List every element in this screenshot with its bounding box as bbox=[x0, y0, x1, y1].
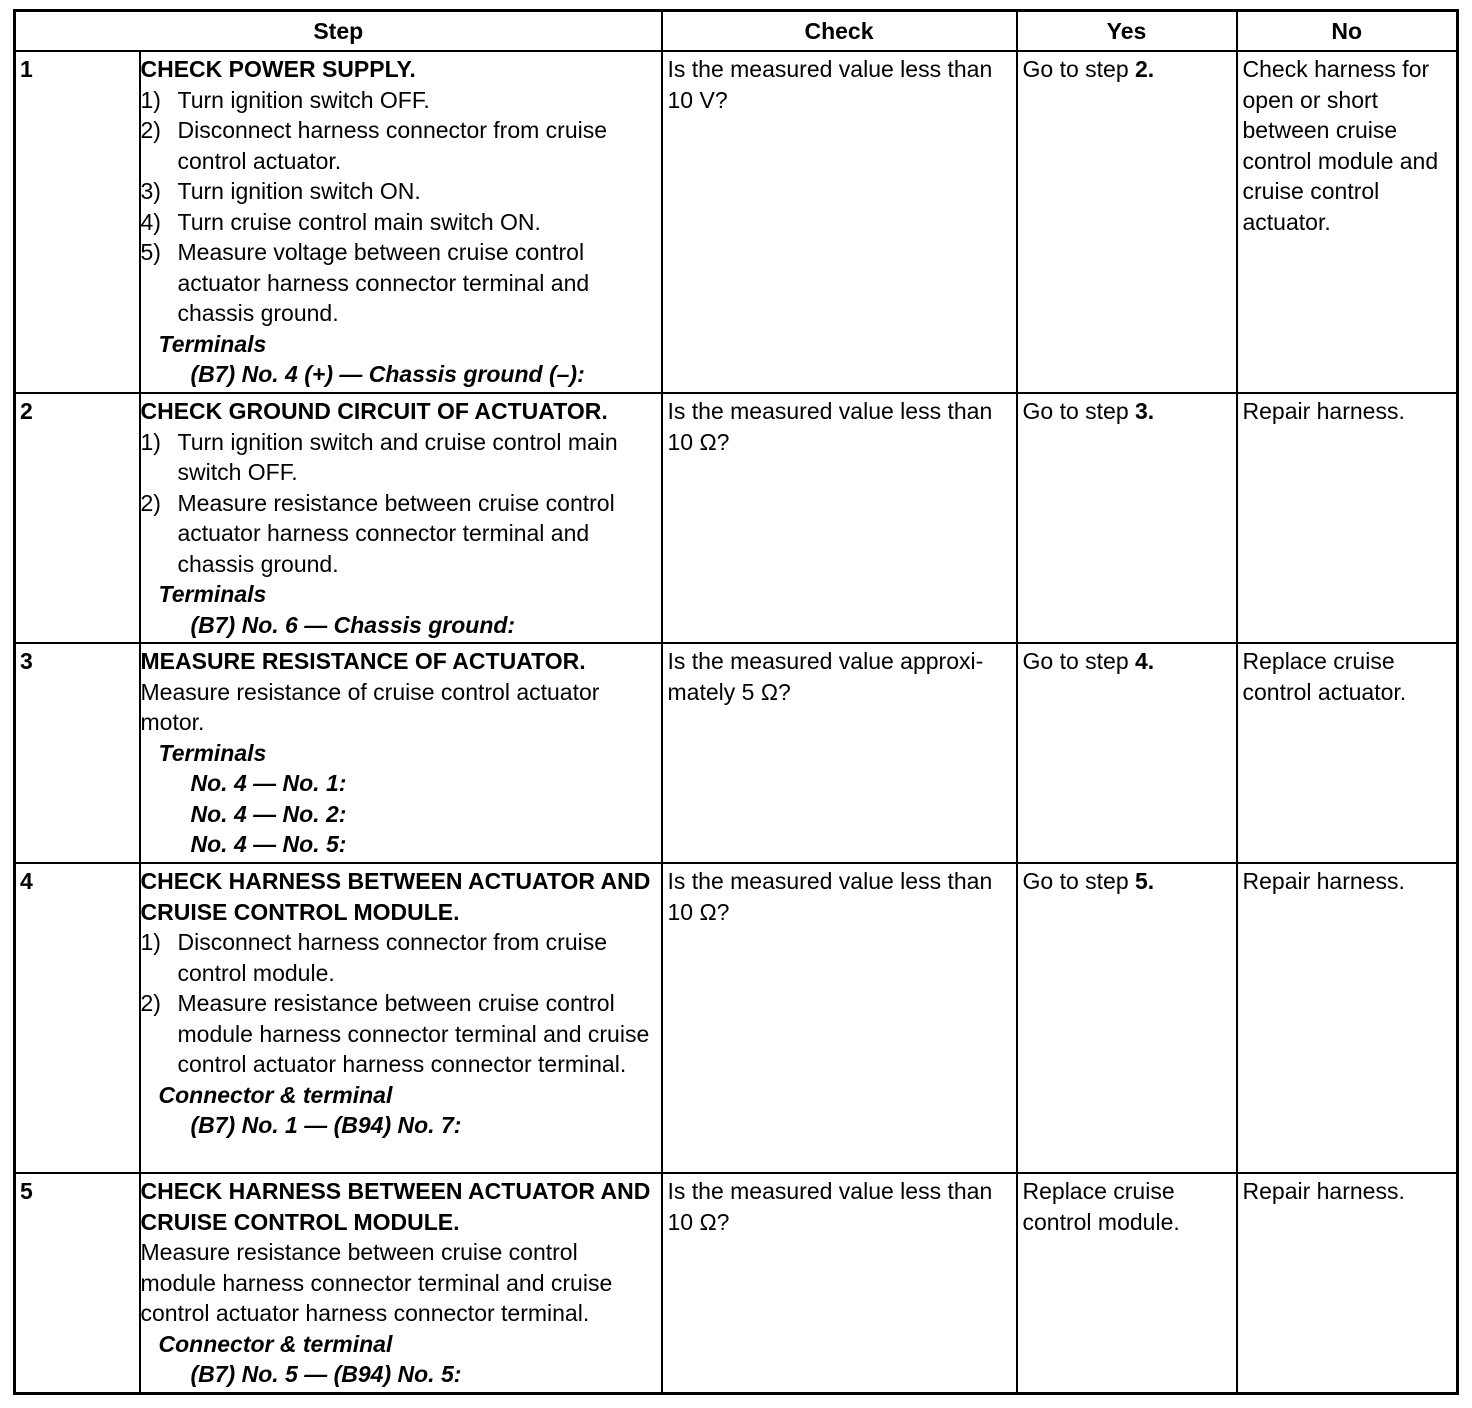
table-row bbox=[15, 643, 1458, 863]
step-cell bbox=[140, 1173, 662, 1393]
terminals-label: Terminals bbox=[158, 581, 267, 607]
yes-cell bbox=[1017, 393, 1237, 643]
table-row bbox=[15, 393, 1458, 643]
substep-text: Measure resistance between cruise control module harness connector terminal and cruise control actuator harness connector terminal. bbox=[177, 990, 650, 1077]
step-number: 5 bbox=[15, 1173, 140, 1393]
substep-number: 1) bbox=[140, 929, 161, 955]
no-cell: Repair harness. bbox=[1237, 1173, 1458, 1393]
substep-text: Turn ignition switch ON. bbox=[177, 178, 421, 204]
substep-text: Turn cruise control main switch ON. bbox=[177, 208, 541, 235]
step-paragraph: Measure resistance between cruise control module harness connector terminal and cruise control actuator harness connector terminal. bbox=[140, 1239, 613, 1326]
substep-number: 2) bbox=[140, 990, 161, 1016]
no-cell: Repair harness. bbox=[1237, 863, 1458, 1173]
connector-value: (B7) No. 5 — (B94) No. 5: bbox=[190, 1361, 462, 1387]
no-cell: Replace cruise control actuator. bbox=[1237, 643, 1458, 863]
yes-text: Go to step bbox=[1022, 868, 1136, 894]
yes-cell bbox=[1017, 1173, 1237, 1393]
yes-step-ref: 4. bbox=[1135, 648, 1155, 674]
step-cell bbox=[140, 643, 662, 863]
no-cell: Repair harness. bbox=[1237, 393, 1458, 643]
step-number: 3 bbox=[15, 643, 140, 863]
check-cell: Is the measured value less than 10 Ω? bbox=[662, 1173, 1017, 1393]
yes-cell bbox=[1017, 643, 1237, 863]
yes-step-ref: 3. bbox=[1135, 398, 1155, 424]
step-number: 2 bbox=[15, 393, 140, 643]
substep-text: Turn ignition switch OFF. bbox=[177, 86, 430, 113]
substep-number: 4) bbox=[140, 208, 161, 235]
substep bbox=[141, 176, 655, 207]
yes-step-ref: 2. bbox=[1135, 56, 1155, 82]
substep bbox=[141, 488, 655, 580]
step-cell bbox=[140, 393, 662, 643]
yes-step-ref: 5. bbox=[1135, 868, 1155, 894]
terminals-label: Terminals bbox=[158, 739, 267, 766]
connector-label: Connector & terminal bbox=[158, 1330, 393, 1357]
substep bbox=[141, 927, 655, 988]
yes-text: Go to step bbox=[1022, 398, 1136, 424]
step-paragraph: Measure resistance of cruise control actuator motor. bbox=[140, 678, 600, 735]
step-title: CHECK GROUND CIRCUIT OF ACTUATOR. bbox=[140, 398, 608, 424]
substep-text: Disconnect harness connector from cruise control actuator. bbox=[177, 117, 608, 174]
header-row bbox=[15, 11, 1458, 52]
step-cell bbox=[140, 51, 662, 393]
table-row bbox=[15, 1173, 1458, 1393]
yes-cell bbox=[1017, 51, 1237, 393]
step-number: 1 bbox=[15, 51, 140, 393]
substep-text: Turn ignition switch and cruise control main switch OFF. bbox=[177, 428, 618, 485]
check-cell: Is the measured value approxi-mately 5 Ω? bbox=[662, 643, 1017, 863]
step-title: CHECK HARNESS BETWEEN ACTUATOR AND CRUISE CONTROL MODULE. bbox=[140, 1178, 651, 1235]
yes-text: Replace cruise control module. bbox=[1022, 1178, 1180, 1235]
step-title: CHECK POWER SUPPLY. bbox=[140, 56, 416, 82]
terminals-value: (B7) No. 6 — Chassis ground: bbox=[190, 611, 516, 638]
substep-number: 2) bbox=[140, 489, 161, 516]
substep-text: Measure voltage between cruise control actuator harness connector terminal and chassis ground. bbox=[177, 239, 590, 326]
yes-cell bbox=[1017, 863, 1237, 1173]
substep bbox=[141, 427, 655, 488]
table-row bbox=[15, 51, 1458, 393]
substep-number: 3) bbox=[140, 178, 161, 204]
step-number: 4 bbox=[15, 863, 140, 1173]
diagnostic-table bbox=[13, 9, 1459, 1395]
header-no: No bbox=[1237, 11, 1458, 52]
terminals-value: No. 4 — No. 2: bbox=[190, 800, 347, 827]
step-title: CHECK HARNESS BETWEEN ACTUATOR AND CRUISE CONTROL MODULE. bbox=[140, 868, 651, 925]
substep-number: 5) bbox=[140, 239, 161, 265]
terminals-value: No. 4 — No. 1: bbox=[190, 770, 347, 796]
substep-text: Measure resistance between cruise control actuator harness connector terminal and chassis ground. bbox=[177, 489, 615, 577]
connector-label: Connector & terminal bbox=[158, 1081, 393, 1108]
yes-text: Go to step bbox=[1022, 56, 1136, 82]
terminals-value: (B7) No. 4 (+) — Chassis ground (–): bbox=[190, 361, 585, 387]
check-cell: Is the measured value less than 10 V? bbox=[662, 51, 1017, 393]
substep bbox=[141, 115, 655, 176]
step-title: MEASURE RESISTANCE OF ACTUATOR. bbox=[140, 648, 586, 674]
table-row bbox=[15, 863, 1458, 1173]
substep-number: 1) bbox=[140, 86, 161, 113]
step-cell bbox=[140, 863, 662, 1173]
substep-number: 1) bbox=[140, 428, 161, 455]
header-check: Check bbox=[662, 11, 1017, 52]
no-cell: Check harness for open or short between cruise control module and cruise control actuator. bbox=[1237, 51, 1458, 393]
substep bbox=[141, 237, 655, 329]
header-step: Step bbox=[15, 11, 662, 52]
substep bbox=[141, 207, 655, 238]
substep-text: Disconnect harness connector from cruise control module. bbox=[177, 929, 608, 986]
yes-text: Go to step bbox=[1022, 648, 1136, 674]
header-yes: Yes bbox=[1017, 11, 1237, 52]
check-cell: Is the measured value less than 10 Ω? bbox=[662, 863, 1017, 1173]
terminals-label: Terminals bbox=[158, 330, 267, 357]
substep bbox=[141, 988, 655, 1080]
check-cell: Is the measured value less than 10 Ω? bbox=[662, 393, 1017, 643]
substep bbox=[141, 85, 655, 116]
terminals-value: No. 4 — No. 5: bbox=[190, 831, 347, 857]
substep-number: 2) bbox=[140, 117, 161, 143]
connector-value: (B7) No. 1 — (B94) No. 7: bbox=[190, 1112, 462, 1138]
